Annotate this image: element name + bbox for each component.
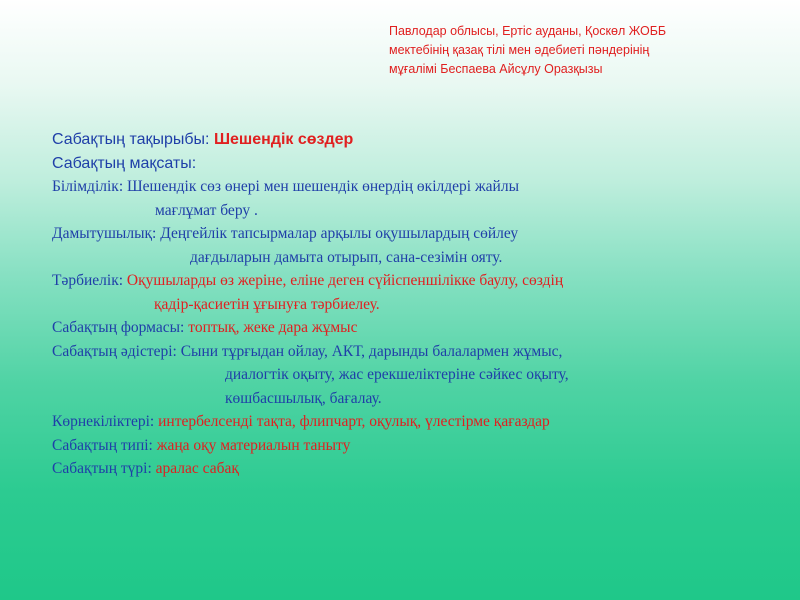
developmental-row [52, 222, 792, 246]
educational-text-2: мағлұмат беру . [155, 201, 258, 219]
topic-row [52, 128, 792, 152]
type-row [52, 434, 792, 458]
upbringing-row [52, 269, 792, 293]
goal-label: Сабақтың мақсаты: [52, 154, 197, 172]
developmental-text-1: Деңгейлік тапсырмалар арқылы оқушылардың сөйлеу [160, 225, 519, 242]
upbringing-label: Тәрбиелік: [52, 272, 127, 289]
lesson-plan [52, 128, 792, 481]
upbringing-text-1: Оқушыларды өз жеріне, еліне деген сүйіспеншілікке баулу, сөздің [126, 272, 564, 289]
developmental-row-2 [52, 246, 792, 270]
educational-text-1: Шешендік сөз өнері мен шешендік өнердің өкілдері жайлы [127, 178, 519, 195]
methods-text-1: Сыни тұрғыдан ойлау, АКТ, дарынды балалармен жұмыс, [180, 342, 563, 360]
form-label: Сабақтың формасы: [52, 319, 189, 336]
author-line-2: мектебінің қазақ тілі мен әдебиеті пәндерінің [389, 43, 650, 57]
methods-row [52, 340, 792, 364]
methods-text-3: көшбасшылық, бағалау. [225, 389, 382, 407]
developmental-label: Дамытушылық: [52, 225, 161, 242]
goal-row [52, 152, 792, 176]
visuals-label: Көрнекіліктері: [52, 413, 159, 430]
visuals-value: интербелсенді тақта, флипчарт, оқулық, үлестірме қағаздар [158, 413, 550, 430]
upbringing-text-2: қадір-қасиетін ұғынуға тәрбиелеу. [154, 295, 380, 313]
author-info [389, 22, 789, 79]
developmental-text-2: дағдыларын дамыта отырып, сана-сезімін ояту. [190, 248, 503, 266]
visuals-row [52, 410, 792, 434]
kind-label: Сабақтың түрі: [52, 460, 156, 477]
educational-row-2 [52, 199, 792, 223]
methods-text-2: диалогтік оқыту, жас ерекшеліктеріне сәйкес оқыту, [225, 366, 569, 383]
methods-label: Сабақтың әдістері: [52, 342, 181, 360]
type-label: Сабақтың типі: [52, 436, 157, 454]
methods-row-3 [52, 387, 792, 411]
author-line-3: мұғалімі Беспаева Айсұлу Оразқызы [389, 62, 603, 76]
methods-row-2 [52, 363, 792, 387]
upbringing-row-2 [52, 293, 792, 317]
kind-value: аралас сабақ [155, 460, 239, 477]
type-value: жаңа оқу материалын таныту [156, 436, 351, 454]
form-value: топтық, жеке дара жұмыс [188, 319, 358, 336]
educational-row [52, 175, 792, 199]
topic-value: Шешендік сөздер [213, 131, 354, 148]
form-row [52, 316, 792, 340]
kind-row [52, 457, 792, 481]
educational-label: Білімділік: [52, 178, 128, 195]
author-line-1: Павлодар облысы, Ертіс ауданы, Қоскөл ЖОББ [389, 24, 667, 38]
topic-label: Сабақтың тақырыбы: [52, 131, 214, 148]
